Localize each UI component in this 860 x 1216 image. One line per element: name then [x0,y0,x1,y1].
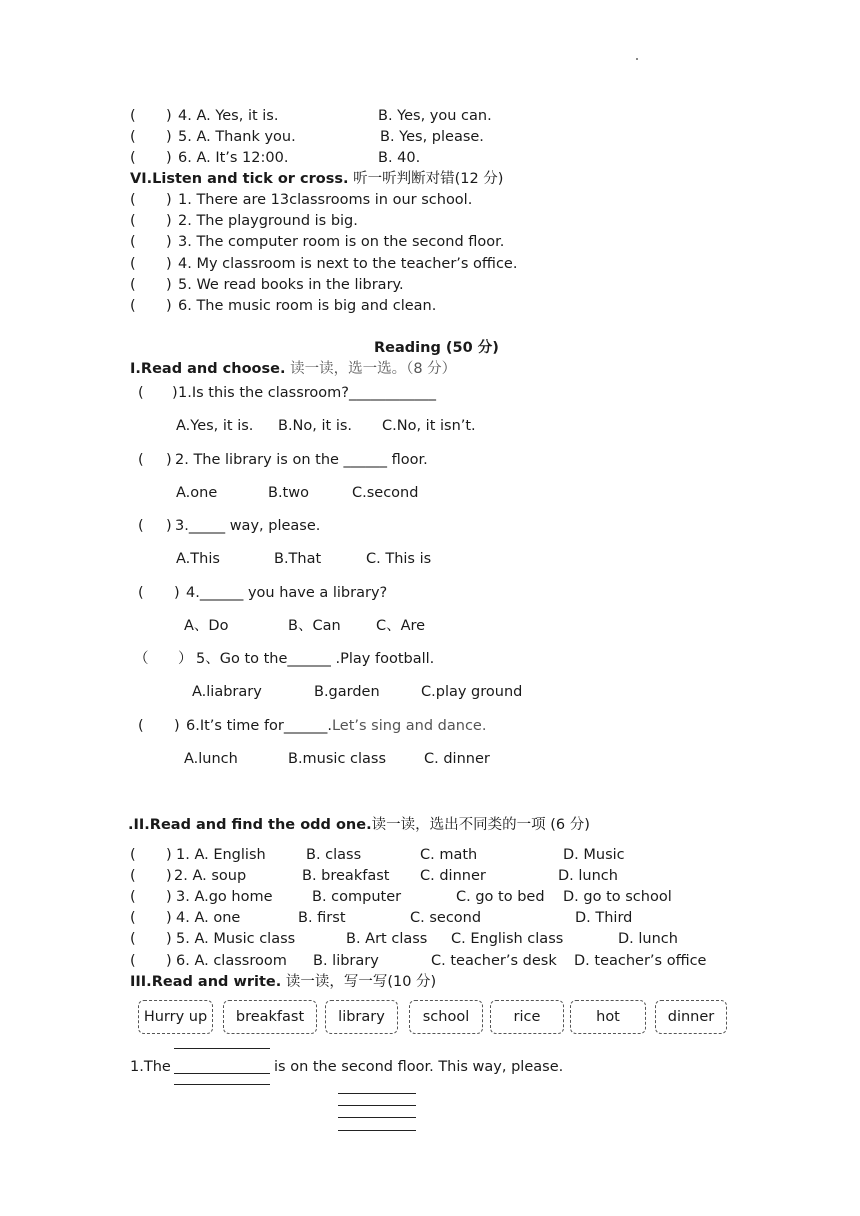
option-c: C.play ground [421,684,523,700]
option-a: 2. A. soup [174,868,247,884]
option-c: C. teacher’s desk [431,953,557,969]
section-iii-title-cn: 读一读，写一写(10 分) [285,974,437,990]
option-b: B、Can [288,618,341,634]
answer-line [174,1084,270,1085]
paren-close: ) [166,108,172,124]
paren-open: ( [130,150,136,166]
option-c: C.second [352,485,419,501]
section-vi-title-cn: 听一听判断对错(12 分) [353,171,504,187]
paren-close: ) [166,518,172,534]
vi-item: 6. The music room is big and clean. [178,298,437,314]
paren-open: ( [130,953,136,969]
section-iii-title-en: III.Read and write. [130,974,282,990]
answer-a: 6. A. It’s 12:00. [178,150,289,166]
option-c: C. math [420,847,478,863]
paren-close: ) [174,718,180,734]
word-box: library [325,1000,398,1034]
option-d: D. teacher’s office [574,953,707,969]
option-a: 3. A.go home [176,889,273,905]
paren-close: ) [166,847,172,863]
paren-open: ( [138,385,144,401]
paren: ) [166,256,172,272]
word-box: breakfast [223,1000,317,1034]
answer-a: 5. A. Thank you. [178,129,296,145]
question [186,717,486,735]
paren-close: ) [166,889,172,905]
option-a: A.Yes, it is. [176,418,254,434]
option-b: B.two [268,485,309,501]
question-tail: Let’s sing and dance. [331,718,487,734]
section-iii-title [130,973,436,991]
paren: ) [166,277,172,293]
option-b: B. library [313,953,379,969]
option-b: B. breakfast [302,868,390,884]
option-a: A.liabrary [192,684,262,700]
option-b: B.That [274,551,322,567]
paren: ( [130,277,136,293]
answer-b: B. Yes, you can. [378,108,492,124]
question-stem: 6.It’s time for______. [186,718,332,734]
paren-close: ) [166,129,172,145]
paren-close: ) [172,385,178,401]
paren-close: ) [166,910,172,926]
question: 5、Go to the______ .Play football. [196,651,435,667]
word-box: dinner [655,1000,727,1034]
option-c: C. second [410,910,482,926]
option-d: D. go to school [563,889,672,905]
paren-close: ) [174,585,180,601]
section-ii-title-cn: 读一读，选出不同类的一项 (6 分) [371,817,590,833]
paren-open: ( [130,847,136,863]
option-b: B. computer [312,889,402,905]
paren-open: ( [138,585,144,601]
paren: ( [130,256,136,272]
option-b: B. class [306,847,362,863]
option-b: B. Art class [346,931,428,947]
paren-close: ) [166,953,172,969]
word-box: Hurry up [138,1000,213,1034]
option-a: A.one [176,485,218,501]
option-a: A.This [176,551,220,567]
option-d: D. lunch [558,868,618,884]
paren-open: ( [138,718,144,734]
question: 1.Is this the classroom?____________ [178,385,436,401]
paren: ) [166,234,172,250]
paren-open: ( [138,518,144,534]
paren-open: （ [134,651,149,667]
paren: ( [130,213,136,229]
question: 3._____ way, please. [175,518,321,534]
paren-open: ( [130,108,136,124]
option-a: A、Do [184,618,229,634]
option-c: C. This is [366,551,432,567]
answer-line [338,1117,416,1118]
paren: ( [130,298,136,314]
word-box: school [409,1000,483,1034]
paren: ) [166,213,172,229]
option-d: D. Third [575,910,633,926]
option-c: C. dinner [420,868,486,884]
option-c: C. English class [451,931,564,947]
paren-close: ) [166,452,172,468]
answer-line [174,1073,270,1074]
option-d: D. Music [563,847,625,863]
question: 4.______ you have a library? [186,585,388,601]
paren-open: ( [130,868,136,884]
option-a: 6. A. classroom [176,953,287,969]
paren: ) [166,298,172,314]
option-c: C. dinner [424,751,490,767]
paren-close: ) [166,868,172,884]
section-i-title [130,360,456,378]
paren-close: ) [166,931,172,947]
paren-close: ) [166,150,172,166]
vi-item: 4. My classroom is next to the teacher’s office. [178,256,518,272]
section-ii-title-en: .II.Read and find the odd one. [128,817,372,833]
answer-a: 4. A. Yes, it is. [178,108,279,124]
answer-b: B. 40. [378,150,421,166]
question: 2. The library is on the ______ floor. [175,452,428,468]
option-a: 1. A. English [176,847,266,863]
paren-open: ( [130,910,136,926]
vi-item: 3. The computer room is on the second floor. [178,234,505,250]
option-a: 5. A. Music class [176,931,296,947]
answer-line [174,1048,270,1049]
answer-line [338,1105,416,1106]
q1-start: 1.The [130,1059,171,1075]
paren-open: ( [130,129,136,145]
section-i-title-cn: 读一读，选一选。（8 分） [290,361,457,377]
paren-close: ） [178,651,193,667]
vi-item: 1. There are 13classrooms in our school. [178,192,473,208]
word-box: rice [490,1000,564,1034]
word-box: hot [570,1000,646,1034]
option-a: A.lunch [184,751,238,767]
answer-b: B. Yes, please. [380,129,484,145]
vi-item: 2. The playground is big. [178,213,358,229]
option-b: B.music class [288,751,387,767]
section-i-title-en: I.Read and choose. [130,361,286,377]
paren: ( [130,192,136,208]
option-d: D. lunch [618,931,678,947]
paren-open: ( [138,452,144,468]
option-b: B.garden [314,684,380,700]
option-a: 4. A. one [176,910,241,926]
option-b: B.No, it is. [278,418,353,434]
answer-line [338,1093,416,1094]
answer-line [338,1130,416,1131]
vi-item: 5. We read books in the library. [178,277,404,293]
q1-end: is on the second floor. This way, please. [274,1059,564,1075]
paren: ) [166,192,172,208]
paren-open: ( [130,889,136,905]
paren: ( [130,234,136,250]
section-vi-title [130,170,503,188]
option-c: C.No, it isn’t. [382,418,476,434]
section-ii-title [128,816,590,834]
paren-open: ( [130,931,136,947]
reading-title: Reading (50 分) [374,340,499,356]
option-c: C、Are [376,618,426,634]
speck [636,58,638,60]
option-c: C. go to bed [456,889,545,905]
option-b: B. first [298,910,346,926]
section-vi-title-en: VI.Listen and tick or cross. [130,171,349,187]
